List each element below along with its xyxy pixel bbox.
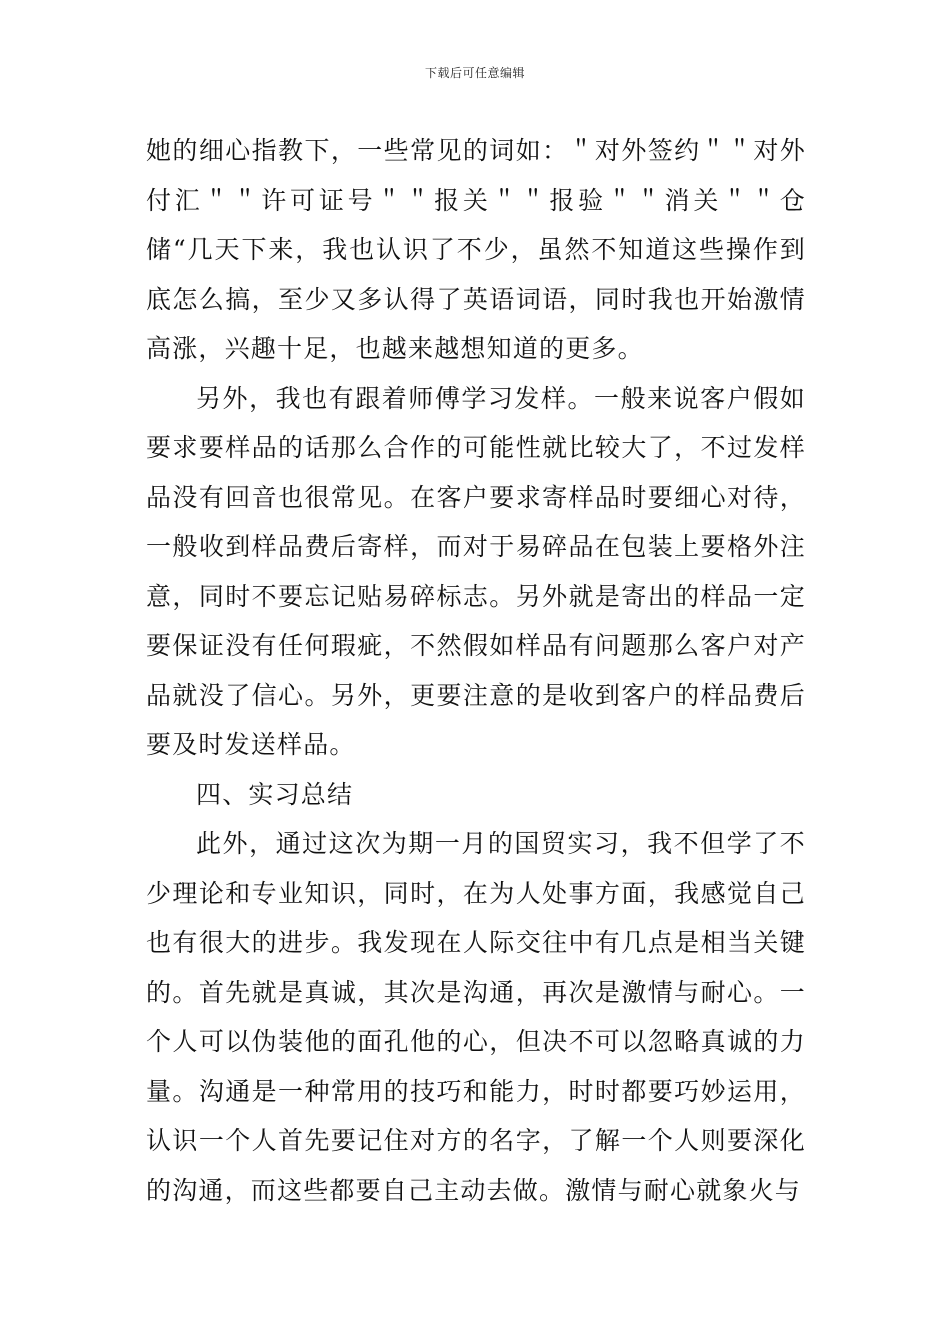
paragraph-continued: 她的细心指教下，一些常见的词如：＂对外签约＂＂对外付汇＂＂许可证号＂＂报关＂＂报验＂＂消关＂＂仓储“几天下来，我也认识了不少，虽然不知道这些操作到底怎么搞，至少又多认得了英语词语，同时我也开始激情高涨，兴趣十足，也越来越想知道的更多。 xyxy=(146,136,806,363)
paragraph-sample-sending: 另外，我也有跟着师傅学习发样。一般来说客户假如要求要样品的话那么合作的可能性就比较大了，不过发样品没有回音也很常见。在客户要求寄样品时要细心对待，一般收到样品费后寄样，而对于易碎品在包装上要格外注意，同时不要忘记贴易碎标志。另外就是寄出的样品一定要保证没有任何瑕疵，不然假如样品有问题那么客户对产品就没了信心。另外，更要注意的是收到客户的样品费后要及时发送样品。 xyxy=(146,383,806,759)
page-header: 下载后可任意编辑 xyxy=(424,66,525,80)
document-body xyxy=(146,126,806,1215)
section-heading: 四、实习总结 xyxy=(196,779,354,809)
paragraph-summary: 此外，通过这次为期一月的国贸实习，我不但学了不少理论和专业知识，同时，在为人处事方面，我感觉自己也有很大的进步。我发现在人际交往中有几点是相当关键的。首先就是真诚，其次是沟通，再次是激情与耐心。一个人可以伪装他的面孔他的心，但决不可以忽略真诚的力量。沟通是一种常用的技巧和能力，时时都要巧妙运用，认识一个人首先要记住对方的名字，了解一个人则要深化的沟通，而这些都要自己主动去做。激情与耐心就象火与 xyxy=(146,829,806,1205)
